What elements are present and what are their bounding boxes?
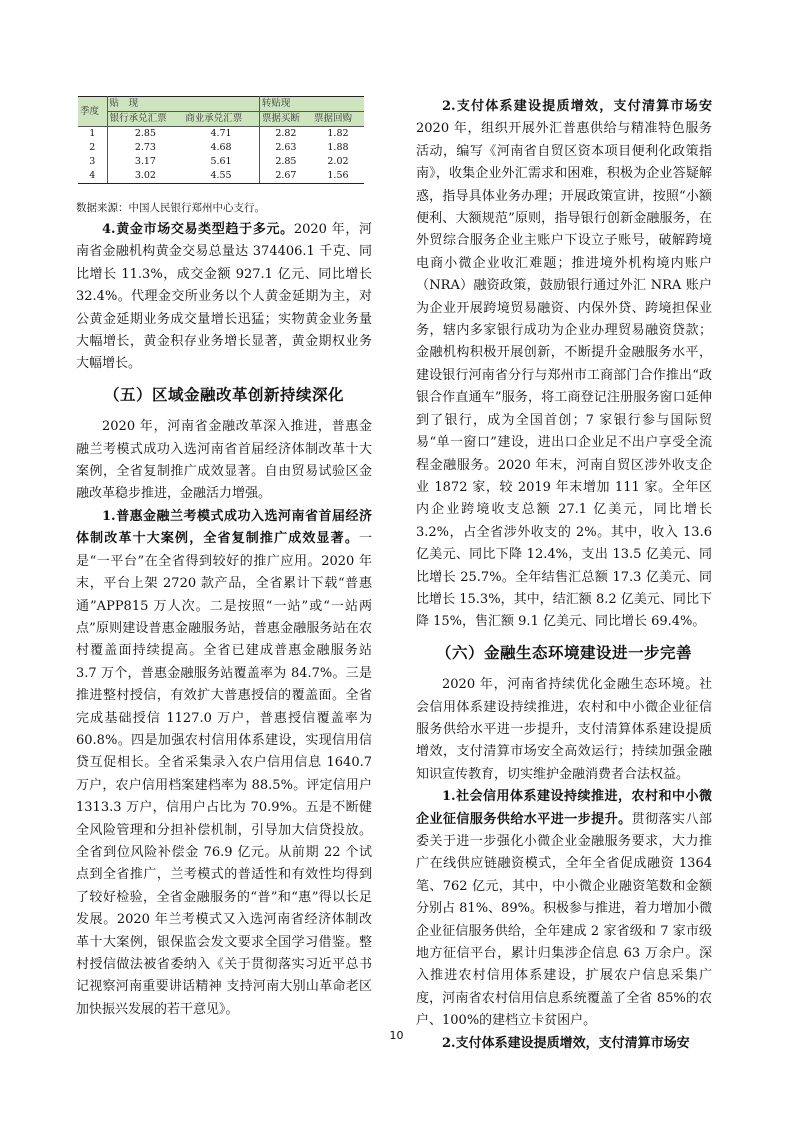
table-cell-quarter: 2 <box>78 141 107 155</box>
gold-market-text: 2020 年，河南省金融机构黄金交易总量达 374406.1 千克、同比增长 11.3%，成交金额 927.1 亿元、同比增长 32.4%。代理金交所业务以个人黄金延期为主，对公黄金延期业务成交量增长迅猛；实物黄金业务量大幅增长，黄金积存业务增长显著，黄金期权业务大幅增长。 <box>76 222 373 372</box>
table-cell: 2.63 <box>275 142 297 153</box>
credit-system-title: 1.社会信用体系建设持续推进，农村和中小微企业征信服务供给水平进一步提升。 <box>416 789 712 827</box>
table-cell-quarter: 3 <box>78 155 107 169</box>
table-cell: 5.61 <box>183 155 259 169</box>
table-cell: 2.73 <box>134 142 156 153</box>
table-subheader: 票据回购 <box>312 112 364 127</box>
payment-system-title: 2.支付体系建设提质增效，支付清算市场安 <box>442 1035 690 1051</box>
table-header-quarter: 季度 <box>78 97 107 127</box>
lankao-model-title: 1.普惠金融兰考模式成功入选河南省首届经济体制改革十大案例，全省复制推广成效显著。 <box>76 508 372 547</box>
left-column <box>76 96 372 1021</box>
table-cell: 1.56 <box>312 169 364 184</box>
credit-system-text: 贯彻落实八部委关于进一步强化小微企业金融服务要求，大力推广在线供应链融资模式，全年全省促成融资 1364 笔、762 亿元，其中，中小微企业融资笔数和金额分别占 81%、89%。积极参与推进，着力增加小微企业征信服务供给，全年建成 2 家省级和 7 家市级地方征信平台，累计归集涉企信息 63 万余户。深入推进农村信用体系建设，扩展农户信息采集广度，河南省农村信用信息系统覆盖了全省 85%的农户、100%的建档立卡贫困户。 <box>416 811 712 1029</box>
table-cell: 4.71 <box>183 127 259 142</box>
table-row <box>78 127 364 142</box>
table-cell: 1.88 <box>327 142 349 153</box>
ftz-paragraph <box>416 96 712 634</box>
table-cell: 3.02 <box>107 169 183 184</box>
table-subheader: 票据买断 <box>259 112 312 127</box>
table-cell: 3.17 <box>134 156 156 167</box>
discount-rate-table <box>78 96 364 184</box>
table-row <box>78 155 364 169</box>
table-row <box>78 141 364 155</box>
table-cell-quarter: 1 <box>78 127 107 142</box>
section-6-heading: （六）金融生态环境建设进一步完善 <box>435 643 692 662</box>
table-cell-quarter: 4 <box>78 169 107 184</box>
table-row <box>78 169 364 184</box>
table-subheader: 银行承兑汇票 <box>107 112 183 127</box>
section-5-heading: （五）区域金融改革创新持续深化 <box>103 385 344 404</box>
page-number: 10 <box>389 1029 404 1042</box>
section-6-intro: 2020 年，河南省持续优化金融生态环境。社会信用体系建设持续推进，农村和中小微企业征信服务供给水平进一步提升，支付清算体系建设提质增效，支付清算市场安全高效运行；持续加强金融知识宣传教育，切实维护金融消费者合法权益。 <box>416 677 712 782</box>
table-header-discount: 贴 现 <box>107 97 259 112</box>
table-cell: 2.82 <box>275 128 297 139</box>
section-5-intro: 2020 年，河南省金融改革深入推进，普惠金融兰考模式成功入选河南省首届经济体制改革十大案例，全省复制推广成效显著。自由贸易试验区金融改革稳步推进，金融活力增强。 <box>76 419 372 502</box>
table-cell: 4.68 <box>183 141 259 155</box>
lankao-model-text: 一是“一平台”在全省得到较好的推广应用。2020 年末，平台上架 2720 款产品，全省累计下载“普惠通”APP815 万人次。二是按照“一站”或“一站两点”原则建设普惠金融服务站，普惠金融服务站在农村覆盖面持续提高。全省已建成普惠金融服务站 3.7 万个，普惠金融服务站覆盖率为 84.7%。三是推进整村授信，有效扩大普惠授信的覆盖面。全省完成基础授信 1127.0 万户，普惠授信覆盖率为 60.8%。四是加强农村信用体系建设，实现信用信贷互促相长。全省采集录入农户信用信息 1640.7 万户，农户信用档案建档率为 88.5%。评定信用户 1313.3 万户，信用户占比为 70.9%。五是不断健全风险管理和分担补偿机制，引导加大信贷投放。全省到位风险补偿金 76.9 亿元。从前期 22 个试点到全省推广，兰考模式的普适性和有效性均得到了较好检验，全省金融服务的“普”和“惠”得以长足发展。2020 年兰考模式又入选河南省经济体制改革十大案例，银保监会发文要求全国学习借鉴。整村授信做法被省委纳入《关于贯彻落实习近平总书记视察河南重要讲话精神 支持河南大别山革命老区加快振兴发展的若干意见》。 <box>76 531 372 1017</box>
table-cell: 2.85 <box>134 128 156 139</box>
ftz-text: 2020 年，组织开展外汇普惠供给与精准特色服务活动，编写《河南省自贸区资本项目便利化政策指南》，收集企业外汇需求和困难，积极为企业答疑解惑，指导具体业务办理；开展政策宣讲，按照“小额便利、大额规范”原则，指导银行创新金融服务，在外贸综合服务企业主账户下设立子账号，破解跨境电商小微企业收汇难题；推进境外机构境内账户（NRA）融资政策，鼓励银行通过外汇 NRA 账户为企业开展跨境贸易融资、内保外贷、跨境担保业务，辖内多家银行成功为企业办理贸易融资贷款；金融机构积极开展创新，不断提升金融服务水平，建设银行河南省分行与郑州市工商部门合作推出“政银合作直通车”服务，将工商登记注册服务窗口延伸到了银行，成为全国首创；7 家银行参与国际贸易“单一窗口”建设，进出口企业足不出户享受全流程金融服务。2020 年末，河南自贸区涉外收支企业 1872 家，较 2019 年末增加 111 家。全年区内企业跨境收支总额 27.1 亿美元，同比增长 3.2%，占全省涉外收支的 2%。其中，收入 13.6 亿美元、同比下降 12.4%，支出 13.5 亿美元、同比增长 25.7%。全年结售汇总额 17.3 亿美元、同比增长 15.3%，其中，结汇额 8.2 亿美元、同比下降 15%，售汇额 9.1 亿美元、同比增长 69.4%。 <box>416 121 712 630</box>
table-cell: 2.02 <box>327 156 349 167</box>
table-cell: 1.82 <box>327 128 349 139</box>
ftz-title: 2.支付体系建设提质增效，支付清算市场安 <box>442 99 712 114</box>
table-source-note: 数据来源：中国人民银行郑州中心支行。 <box>76 202 265 214</box>
credit-system-paragraph <box>416 786 712 1032</box>
lankao-model-paragraph <box>76 506 372 1021</box>
table-cell: 2.85 <box>275 156 297 167</box>
right-column <box>416 96 712 1055</box>
table-cell: 2.67 <box>259 169 312 184</box>
table-subheader: 商业承兑汇票 <box>183 112 259 127</box>
gold-market-title: 4.黄金市场交易类型趋于多元。 <box>102 222 294 237</box>
table-cell: 4.55 <box>183 169 259 184</box>
table-header-rediscount: 转贴现 <box>259 97 364 112</box>
gold-market-paragraph <box>76 219 372 376</box>
